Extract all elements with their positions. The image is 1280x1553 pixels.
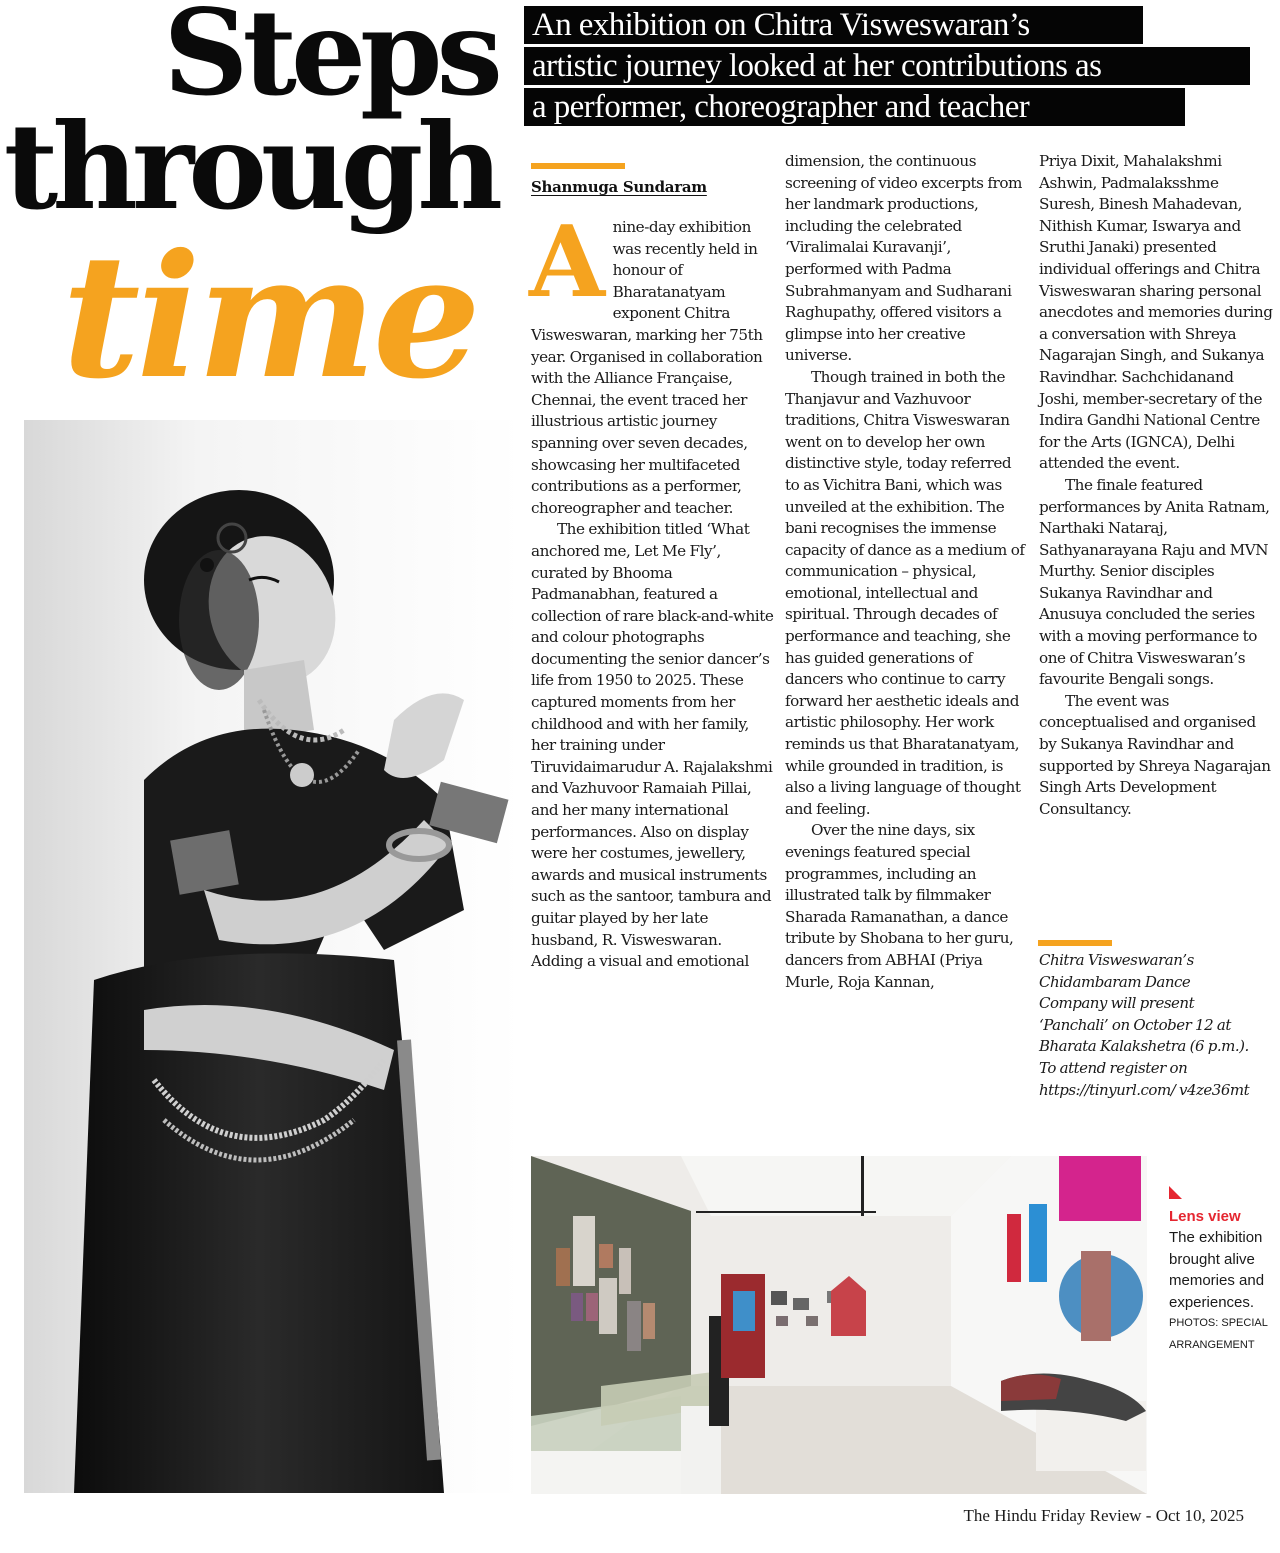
event-note-rule: [1038, 940, 1112, 946]
paragraph: nine-day exhibition was recently held in honour of Bharatanatyam exponent Chitra Visweswaran, marking her 75th year. Organised in collaboration with the Alliance Française, Chennai, the event traced her illustrious artistic journey spanning over seven decades, showcasing her multifaceted contributions as a performer, choreographer and teacher.: [531, 218, 763, 517]
paragraph: Over the nine days, six evenings featured special programmes, including an illustrated talk by filmmaker Sharada Ramanathan, a dance tribute by Shobana to her guru, dancers from ABHAI (Priya Murle, Roja Kannan,: [785, 821, 1014, 991]
photo-caption: [1169, 1186, 1279, 1357]
event-note-line: To attend register on: [1039, 1058, 1188, 1077]
caption-text: The exhibition brought alive memories and experiences.: [1169, 1229, 1265, 1311]
event-note-line: Chidambaram Dance: [1039, 972, 1191, 991]
headline-line-2: through: [3, 97, 497, 236]
paragraph: The event was conceptualised and organised by Sukanya Ravindhar and supported by Shreya Nagarajan Singh Arts Development Consultancy.: [1039, 691, 1271, 818]
caption-title: Lens view: [1169, 1208, 1241, 1225]
event-note-line: Company will present: [1039, 994, 1195, 1013]
exhibition-photo: [531, 1156, 1147, 1494]
article-column-3: [1039, 151, 1277, 820]
photo-credit: PHOTOS: SPECIAL ARRANGEMENT: [1169, 1317, 1268, 1351]
deck-line: An exhibition on Chitra Visweswaran’s: [524, 6, 1143, 44]
paragraph: The exhibition titled ‘What anchored me, Let Me Fly’, curated by Bhooma Padmanabhan, featured a collection of rare black-and-white and colour photographs documenting the senior dancer’s life from 1950 to 2025. These captured moments from her childhood and with her family, her training under Tiruvidaimarudur A. Rajalakshmi and Vazhuvoor Ramaiah Pillai, and her many international performances. Also on display were her costumes, jewellery, awards and musical instruments such as the santoor, tambura and guitar played by her late husband, R. Visweswaran. Adding a visual and emotional: [531, 520, 774, 971]
event-note-link[interactable]: https://tinyurl.com/ v4ze36mt: [1039, 1080, 1250, 1099]
publication-footer: The Hindu Friday Review - Oct 10, 2025: [963, 1506, 1244, 1525]
byline-rule: [531, 163, 625, 169]
dancer-photo: [24, 420, 522, 1493]
paragraph: The finale featured performances by Anita Ratnam, Narthaki Nataraj, Sathyanarayana Raju and MVN Murthy. Senior disciples Sukanya Ravindhar and Anusuya concluded the series with a moving performance to one of Chitra Visweswaran’s favourite Bengali songs.: [1039, 475, 1270, 689]
paragraph: Though trained in both the Thanjavur and Vazhuvoor traditions, Chitra Visweswaran went on to develop her own distinctive style, today referred to as Vichitra Bani, which was unveiled at the exhibition. The bani recognises the immense capacity of dance as a medium of communication – physical, emotional, intellectual and spiritual. Through decades of performance and teaching, she has guided generations of dancers who continue to carry forward her aesthetic ideals and artistic philosophy. Her work reminds us that Bharatanatyam, while grounded in tradition, is also a living language of thought and feeling.: [785, 367, 1025, 818]
drop-cap: A: [529, 205, 605, 320]
event-note-line: ‘Panchali’ on October 12 at: [1039, 1015, 1231, 1034]
event-note-line: Chitra Visweswaran’s: [1039, 951, 1194, 969]
byline: Shanmuga Sundaram: [531, 178, 707, 196]
article-column-1: [529, 205, 776, 973]
article-column-2: [785, 151, 1029, 993]
caption-marker-icon: [1169, 1186, 1182, 1199]
paragraph: Priya Dixit, Mahalakshmi Ashwin, Padmalaksshme Suresh, Binesh Mahadevan, Nithish Kumar, Iswarya and Sruthi Janaki) presented individual offerings and Chitra Visweswaran sharing personal anecdotes and memories during a conversation with Shreya Nagarajan Singh, and Sukanya Ravindhar. Sachchidanand Joshi, member-secretary of the Indira Gandhi National Centre for the Arts (IGNCA), Delhi attended the event.: [1039, 152, 1273, 473]
event-note-line: Bharata Kalakshetra (6 p.m.).: [1039, 1037, 1249, 1056]
deck-line: artistic journey looked at her contributions as: [524, 47, 1250, 85]
deck-line: a performer, choreographer and teacher: [524, 88, 1185, 126]
deck: [524, 6, 1274, 129]
event-note: [1039, 950, 1277, 1101]
headline-line-3: time: [61, 217, 477, 417]
paragraph: dimension, the continuous screening of video excerpts from her landmark productions, including the celebrated ‘Viralimalai Kuravanji’, performed with Padma Subrahmanyam and Sudharani Raghupathy, offered visitors a glimpse into her creative universe.: [785, 152, 1022, 365]
headline-line-1: Steps: [163, 0, 497, 122]
